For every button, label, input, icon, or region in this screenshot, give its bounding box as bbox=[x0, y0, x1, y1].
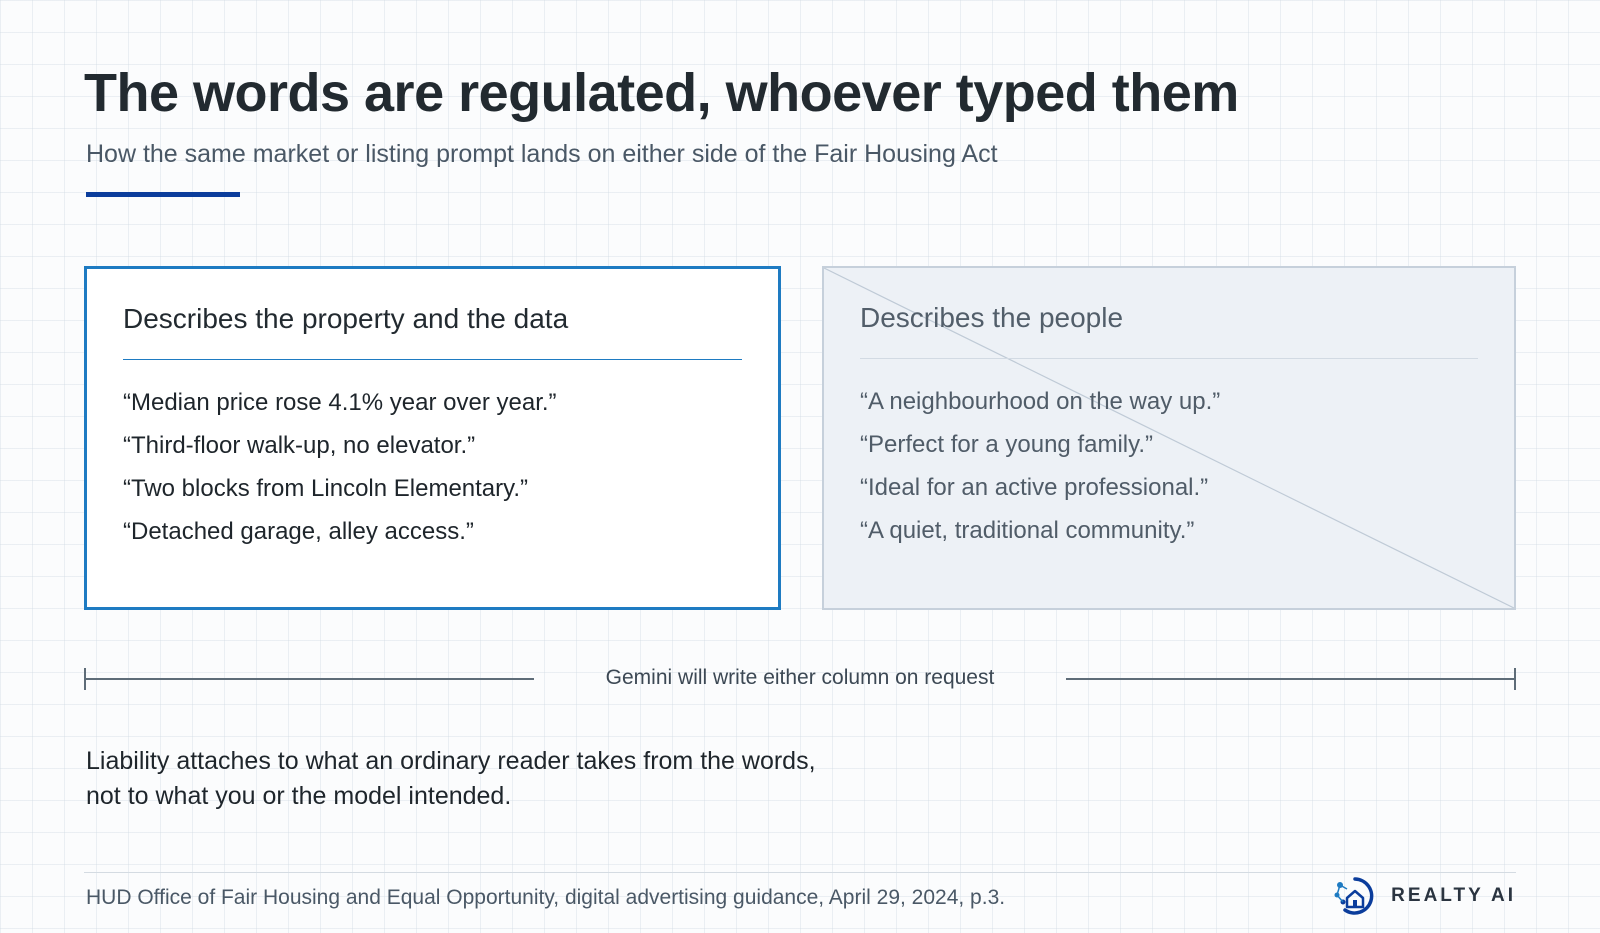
allowed-column-heading: Describes the property and the data bbox=[123, 303, 569, 334]
struck-quote: “Ideal for an active professional.” bbox=[860, 474, 1209, 501]
struck-column-rule bbox=[860, 358, 1478, 359]
allowed-quote: “Two blocks from Lincoln Elementary.” bbox=[123, 475, 529, 502]
source-citation: HUD Office of Fair Housing and Equal Opportunity, digital advertising guidance, April 29, 2024, p.3. bbox=[86, 886, 1006, 909]
footer-rule bbox=[84, 872, 1516, 873]
slide-title: The words are regulated, whoever typed them bbox=[84, 63, 1239, 123]
struck-quote-list bbox=[860, 380, 1220, 552]
takeaway-line: Liability attaches to what an ordinary reader takes from the words, bbox=[86, 747, 816, 775]
brand-logo bbox=[1333, 874, 1516, 918]
span-divider bbox=[84, 668, 1516, 690]
allowed-quote: “Detached garage, alley access.” bbox=[123, 518, 474, 545]
allowed-quote: “Median price rose 4.1% year over year.” bbox=[123, 389, 557, 416]
allowed-column-panel bbox=[84, 266, 781, 610]
struck-column-heading: Describes the people bbox=[860, 302, 1124, 333]
brand-name: REALTY AI bbox=[1391, 885, 1516, 906]
divider-label: Gemini will write either column on request bbox=[605, 666, 995, 689]
slide-subtitle: How the same market or listing prompt lands on either side of the Fair Housing Act bbox=[86, 140, 998, 168]
struck-quote: “A neighbourhood on the way up.” bbox=[860, 388, 1221, 415]
struck-quote: “A quiet, traditional community.” bbox=[860, 517, 1195, 544]
allowed-quote-list bbox=[123, 381, 557, 553]
divider-right-cap bbox=[1514, 668, 1516, 690]
allowed-column-rule bbox=[123, 359, 742, 360]
allowed-quote: “Third-floor walk-up, no elevator.” bbox=[123, 432, 476, 459]
divider-left-line bbox=[84, 678, 534, 680]
struck-column-panel bbox=[822, 266, 1516, 610]
takeaway-text bbox=[86, 744, 816, 814]
divider-right-line bbox=[1066, 678, 1516, 680]
struck-quote: “Perfect for a young family.” bbox=[860, 431, 1153, 458]
house-network-logo-icon bbox=[1333, 875, 1379, 917]
takeaway-line: not to what you or the model intended. bbox=[86, 782, 512, 810]
title-accent-rule bbox=[86, 192, 240, 197]
